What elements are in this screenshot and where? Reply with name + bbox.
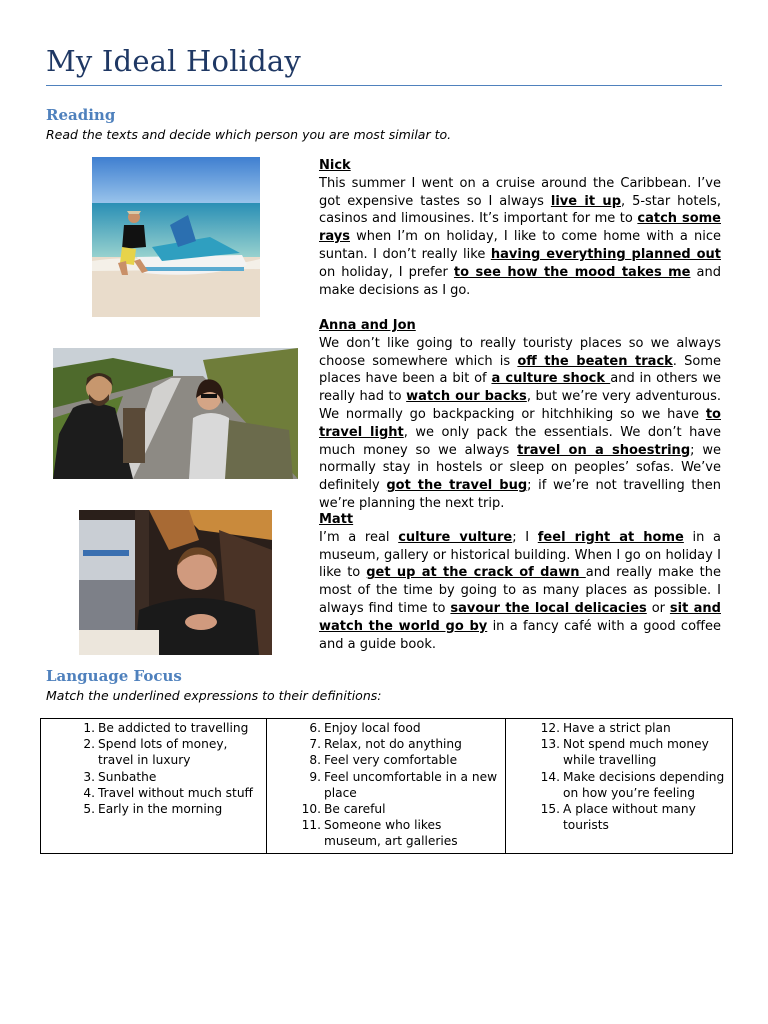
anna-jon-road-photo [53, 348, 298, 479]
matt-train-photo [79, 510, 272, 655]
definition-item [45, 785, 262, 801]
matt-expression-4: savour the local delicacies [450, 600, 647, 616]
nick-text-2: , 5-star hotels, casinos and limousines. It’s important for me to [319, 193, 721, 227]
definition-item [510, 801, 728, 833]
nick-text-1: This summer I went on a cruise around the Caribbean. I’ve got expensive tastes so I always [319, 175, 721, 209]
nick-text-5: and make decisions as I go. [319, 264, 722, 298]
definition-item [271, 769, 501, 801]
definition-number: 1. [83, 721, 95, 735]
definition-number: 12. [540, 721, 560, 735]
anna-text-6: ; we normally stay in hostels or sleep on peoples’ sofas. We’ve definitely [319, 442, 721, 494]
definition-item [45, 720, 262, 736]
matt-name: Matt [319, 512, 354, 527]
definition-text: Travel without much stuff [98, 785, 253, 800]
nick-text-4: on holiday, I prefer [319, 264, 454, 280]
definition-number: 10. [301, 802, 321, 817]
anna-text-7: ; if we’re not travelling then we’re planning the next trip. [319, 478, 721, 511]
definition-text: Have a strict plan [563, 721, 671, 735]
anna-jon-name: Anna and Jon [319, 318, 416, 333]
anna-text-5: , we only pack the essentials. We don’t have much money so we always [319, 424, 722, 458]
definition-item [45, 801, 262, 817]
definition-text: Sunbathe [98, 769, 157, 784]
matt-expression-1: culture vulture [398, 529, 513, 545]
definition-number: 3. [83, 769, 95, 784]
definition-item [271, 720, 501, 736]
anna-expression-6: got the travel bug [386, 478, 528, 494]
language-focus-heading: Language Focus [46, 667, 182, 685]
matt-text-6: in a fancy café with a good coffee and a guide book. [319, 618, 721, 652]
definition-number: 2. [83, 737, 95, 752]
definition-text: Be careful [324, 802, 386, 817]
definition-number: 15. [540, 802, 560, 817]
definition-text: Feel uncomfortable in a new place [324, 769, 498, 800]
definition-item [510, 720, 728, 736]
nick-text-3: when I’m on holiday, I like to come home with a nice suntan. I don’t really like [319, 229, 721, 262]
language-focus-instruction: Match the underlined expressions to their definitions: [46, 688, 382, 703]
definition-number: 11. [301, 818, 321, 833]
anna-text-3: and in others we really had to [319, 371, 722, 405]
definitions-column-2 [267, 719, 506, 854]
definition-number: 5. [83, 802, 95, 817]
nick-jetski-photo [92, 157, 260, 317]
definition-text: Spend lots of money, travel in luxury [98, 737, 228, 768]
anna-text-1: We don’t like going to really touristy places so we always choose somewhere which is [319, 335, 721, 369]
anna-jon-text [319, 317, 721, 513]
matt-expression-2: feel right at home [537, 529, 684, 545]
reading-heading: Reading [46, 106, 116, 124]
definition-text: Enjoy local food [324, 721, 421, 735]
definition-item [271, 752, 501, 768]
definition-number: 7. [309, 737, 321, 752]
matt-text-1: I’m a real [319, 529, 399, 545]
definition-number: 4. [83, 785, 95, 800]
matt-expression-5: sit and watch the world go by [319, 600, 721, 634]
definition-item [45, 736, 262, 768]
anna-text-4: , but we’re very adventurous. We normally go backpacking or hitchhiking so we have [319, 389, 721, 422]
definitions-table [40, 718, 733, 854]
definition-item [271, 817, 501, 849]
definition-text: Feel very comfortable [324, 753, 458, 768]
matt-text-5: or [646, 600, 670, 616]
definition-item [271, 736, 501, 752]
definition-item [271, 801, 501, 817]
anna-expression-4: to travel light [319, 406, 721, 440]
definition-text: Not spend much money while travelling [563, 737, 709, 768]
definition-text: Someone who likes museum, art galleries [324, 818, 458, 849]
anna-expression-3: watch our backs [406, 389, 527, 405]
definition-item [510, 769, 728, 801]
definition-number: 9. [309, 769, 321, 784]
definition-text: Early in the morning [98, 802, 223, 817]
definition-text: A place without many tourists [563, 802, 696, 833]
anna-expression-1: off the beaten track [517, 353, 673, 369]
matt-text [319, 511, 721, 653]
nick-expression-4: to see how the mood takes me [453, 264, 691, 280]
matt-text-3: in a museum, gallery or historical building. When I go on holiday I like to [319, 529, 721, 581]
matt-text-4: and really make the most of the time by going to as many places as possible. I always find time to [319, 565, 722, 616]
definition-item [45, 769, 262, 785]
nick-expression-3: having everything planned out [490, 246, 721, 262]
definition-text: Be addicted to travelling [98, 721, 249, 735]
nick-name: Nick [319, 158, 351, 173]
page-title: My Ideal Holiday [46, 44, 301, 78]
matt-expression-3: get up at the crack of dawn [366, 565, 586, 581]
nick-expression-1: live it up [550, 193, 621, 209]
definition-number: 13. [540, 737, 560, 752]
definition-text: Relax, not do anything [324, 737, 462, 752]
definition-text: Make decisions depending on how you’re feeling [563, 769, 725, 800]
anna-text-2: . Some places have been a bit of [319, 353, 721, 387]
definition-number: 6. [309, 721, 321, 735]
reading-instruction: Read the texts and decide which person you are most similar to. [46, 127, 452, 142]
matt-text-2: ; I [512, 529, 538, 545]
definition-number: 8. [309, 753, 321, 768]
nick-text [319, 157, 721, 299]
definitions-column-1 [41, 719, 267, 854]
definitions-column-3 [506, 719, 733, 854]
anna-expression-5: travel on a shoestring [517, 442, 691, 458]
nick-expression-2: catch some rays [319, 211, 721, 245]
definition-number: 14. [540, 769, 560, 784]
anna-expression-2: a culture shock [491, 371, 611, 387]
definition-item [510, 736, 728, 768]
title-divider [46, 85, 722, 86]
